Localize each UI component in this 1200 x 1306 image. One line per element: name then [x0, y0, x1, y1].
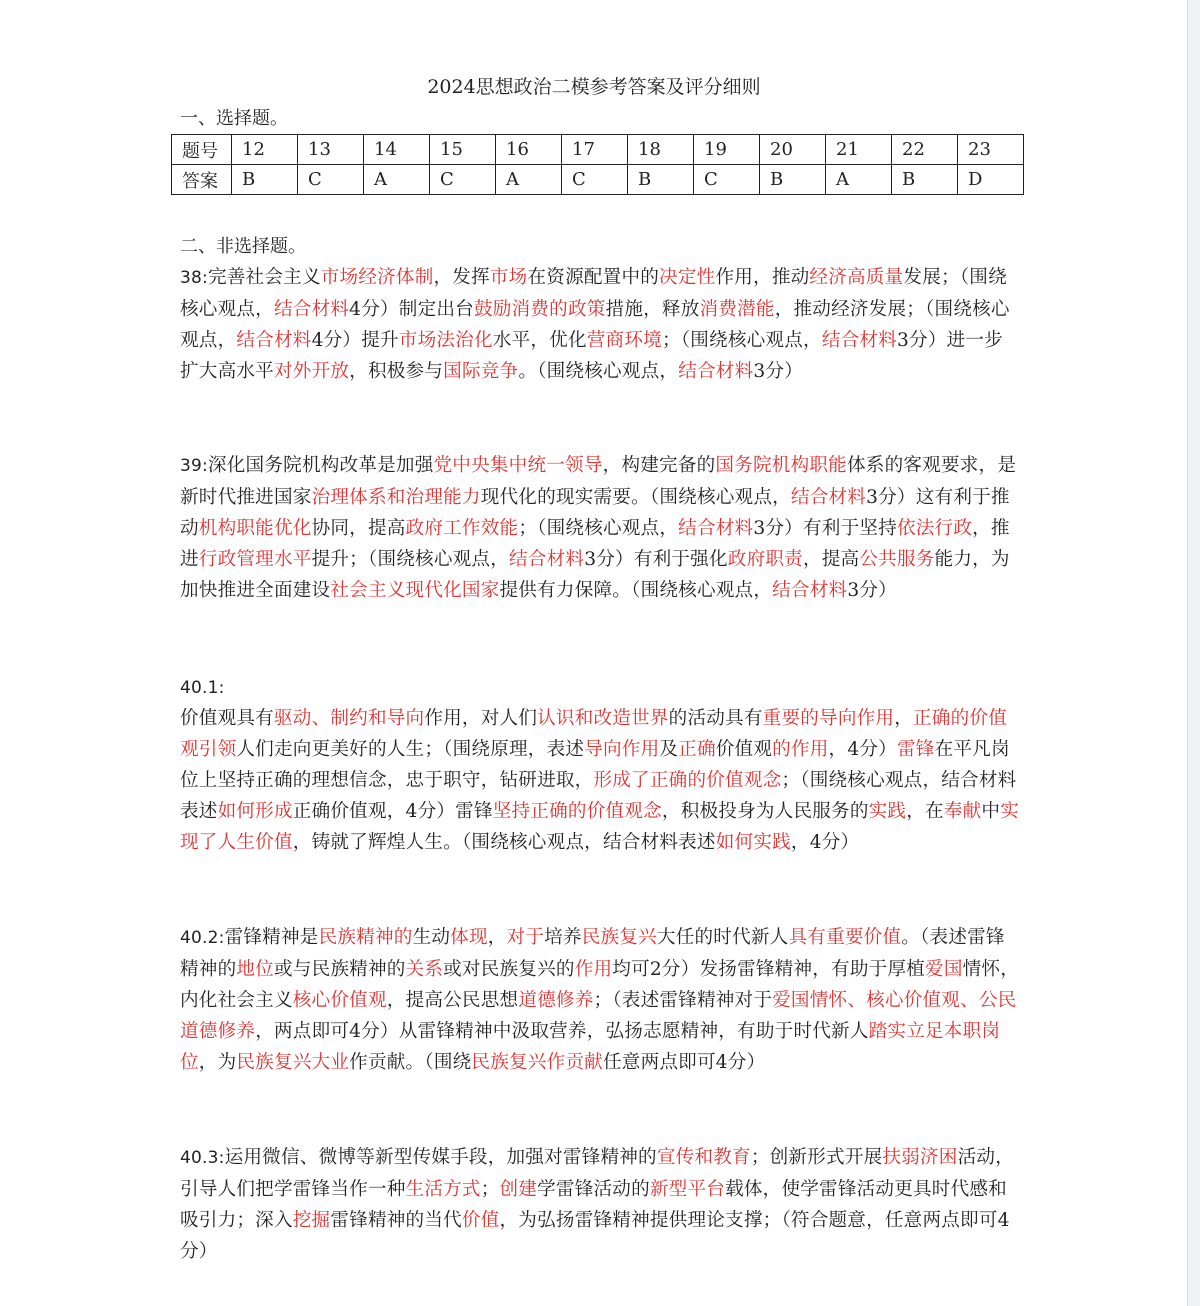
answer-paragraph-40-3 [180, 1142, 1020, 1267]
key-point: 市场经济体制 [320, 267, 434, 288]
key-point: 民族复兴 [581, 927, 657, 948]
text-segment: 现代化的现实需要。（围绕核心观点， [480, 487, 791, 508]
text-segment: ，推进 [180, 518, 1010, 570]
text-segment: 4分）制定出台 [349, 299, 474, 320]
text-segment: 完善社会主义 [207, 267, 321, 288]
key-point: 依法行政 [896, 518, 973, 539]
key-point: 鼓励消费的政策 [473, 299, 606, 320]
text-segment: ，构建完备的 [602, 455, 716, 476]
document-title: 2024思想政治二模参考答案及评分细则 [427, 76, 761, 98]
key-point: 正确的价值观引领 [180, 708, 1007, 760]
text-segment: ，为弘扬雷锋精神提供理论支撑；（符合题意，任意两点即可4分） [180, 1210, 1010, 1262]
key-point: 正确 [678, 739, 716, 760]
key-point: 宣传和教育 [656, 1147, 751, 1168]
text-segment: 价值观具有 [180, 708, 274, 729]
text-segment: ，铸就了辉煌人生。（围绕核心观点，结合材料表述 [292, 832, 716, 853]
key-point: 国际竞争 [443, 361, 519, 382]
text-segment: 3分）进一步扩大高水平 [180, 330, 1003, 382]
key-point: 作用 [574, 959, 613, 980]
key-point: 爱国情怀、核心价值观、公民道德修养 [180, 990, 1017, 1042]
text-segment: ， [487, 927, 507, 948]
text-segment: 活动，引导人们把学雷锋当作一种 [180, 1147, 1014, 1200]
text-segment: 在平凡岗位上坚持正确的理想信念，忠于职守，钻研进取， [180, 739, 1010, 791]
text-segment: ，提高公民思想 [386, 990, 519, 1011]
text-segment: 人们走向更美好的人生；（围绕原理，表述 [236, 739, 585, 760]
text-segment: 正确价值观，4分）雷锋 [292, 801, 493, 822]
text-segment: 或与民族精神的 [273, 959, 406, 980]
key-point: 生活方式 [405, 1179, 481, 1200]
key-point: 结合材料 [509, 549, 585, 570]
text-segment: 作用，对人们 [424, 708, 538, 729]
key-point: 形成了正确的价值观念 [593, 770, 782, 791]
question-number-cell: 16 [496, 135, 562, 165]
text-segment: ；（表述雷锋精神对于 [593, 990, 773, 1011]
question-label: 40.2: [180, 928, 225, 948]
key-point: 坚持正确的价值观念 [492, 801, 662, 822]
table-header-cell: 题号 [172, 135, 232, 165]
section-heading-multiple-choice: 一、选择题。 [180, 108, 288, 129]
question-label: 38: [180, 268, 208, 288]
text-segment: 情怀，内化社会主义 [180, 959, 1020, 1011]
key-point: 结合材料 [678, 518, 754, 539]
answer-paragraph-40-1 [180, 703, 1020, 858]
text-segment: ；（围绕核心观点，结合材料表述 [180, 770, 1017, 822]
text-segment: ，积极参与 [349, 361, 444, 382]
text-segment: 提供有力保障。（围绕核心观点， [499, 580, 773, 601]
text-segment: 在资源配置中的 [527, 267, 660, 288]
text-segment: ，为 [198, 1052, 237, 1073]
key-point: 道德修养 [518, 990, 594, 1011]
text-segment: ；（围绕核心观点， [661, 330, 822, 351]
key-point: 新型平台 [649, 1179, 726, 1200]
key-point: 社会主义现代化国家 [330, 580, 500, 601]
question-number-cell: 12 [232, 135, 298, 165]
key-point: 关系 [405, 959, 444, 980]
key-point: 决定性 [659, 267, 716, 288]
text-segment: 或对民族复兴的 [443, 959, 575, 980]
text-segment: 4分）提升 [311, 330, 399, 351]
text-segment: ，两点即可4分）从雷锋精神中汲取营养，弘扬志愿精神，有助于时代新人 [255, 1021, 869, 1042]
text-segment: 中 [981, 801, 1001, 822]
key-point: 公共服务 [859, 549, 935, 570]
text-segment: 任意两点即可4分） [602, 1052, 766, 1073]
key-point: 民族复兴大业 [236, 1052, 350, 1073]
text-segment: ； [480, 1179, 500, 1200]
key-point: 认识和改造世界 [537, 708, 669, 729]
key-point: 政府职责 [727, 549, 803, 570]
key-point: 结合材料 [678, 361, 754, 382]
key-point: 爱国 [925, 959, 963, 980]
answer-table [171, 134, 1024, 195]
table-row-answers [172, 165, 1024, 195]
question-number-cell: 23 [958, 135, 1024, 165]
key-point: 对于 [506, 927, 545, 948]
question-number-cell: 13 [298, 135, 364, 165]
question-number-cell: 18 [628, 135, 694, 165]
key-point: 结合材料 [772, 580, 848, 601]
key-point: 结合材料 [273, 299, 350, 320]
key-point: 驱动、制约和导向 [273, 708, 425, 729]
key-point: 消费潜能 [699, 299, 775, 320]
key-point: 地位 [236, 959, 274, 980]
text-segment: ， [894, 708, 914, 729]
question-label: 39: [180, 456, 208, 476]
text-segment: ；创新形式开展 [750, 1147, 883, 1168]
key-point: 行政管理水平 [198, 549, 312, 570]
answer-cell: B [892, 165, 958, 195]
text-segment: ，推动经济发展；（围绕核心观点， [180, 299, 1010, 351]
text-segment: 深化国务院机构改革是加强 [207, 455, 434, 476]
key-point: 挖掘 [292, 1210, 331, 1231]
text-segment: 作用，推动 [715, 267, 810, 288]
key-point: 如何形成 [217, 801, 293, 822]
text-segment: 水平，优化 [492, 330, 587, 351]
answer-cell: B [232, 165, 298, 195]
text-segment: 。（围绕核心观点， [518, 361, 679, 382]
text-segment: 3分） [847, 580, 897, 601]
text-segment: 能力，为加快推进全面建设 [180, 549, 1010, 601]
question-number-cell: 17 [562, 135, 628, 165]
section-heading-non-choice: 二、非选择题。 [180, 236, 306, 257]
text-segment: 生动 [412, 927, 451, 948]
text-segment: 3分）这有利于推动 [180, 487, 1010, 539]
key-point: 具有重要价值 [788, 927, 902, 948]
key-point: 扶弱济困 [882, 1147, 958, 1168]
text-segment: 提升；（围绕核心观点， [311, 549, 509, 570]
question-number-cell: 14 [364, 135, 430, 165]
text-segment: 雷锋精神是 [224, 927, 319, 948]
key-point: 市场 [489, 267, 528, 288]
key-point: 营商环境 [586, 330, 662, 351]
answer-cell: A [496, 165, 562, 195]
key-point: 价值 [461, 1210, 500, 1231]
key-point: 党中央集中统一领导 [433, 455, 603, 476]
key-point: 如何实践 [715, 832, 791, 853]
answer-paragraph-38 [180, 262, 1020, 387]
key-point: 对外开放 [273, 361, 350, 382]
question-number-cell: 19 [694, 135, 760, 165]
question-number-cell: 22 [892, 135, 958, 165]
text-segment: ，提高 [802, 549, 860, 570]
text-segment: 3分）有利于强化 [584, 549, 728, 570]
key-point: 市场法治化 [398, 330, 493, 351]
text-segment: 学雷锋活动的 [537, 1179, 650, 1200]
answer-cell: B [628, 165, 694, 195]
window-right-edge [1187, 0, 1200, 1306]
text-segment: ，4分） [790, 832, 860, 853]
text-segment: 价值观 [715, 739, 773, 760]
text-segment: 发展；（围绕核心观点， [180, 267, 1007, 320]
key-point: 经济高质量 [809, 267, 904, 288]
key-point: 治理体系和治理能力 [311, 487, 481, 508]
question-number-cell: 15 [430, 135, 496, 165]
key-point: 实践 [868, 801, 907, 822]
text-segment: 培养 [544, 927, 582, 948]
text-segment: 载体，使学雷锋活动更具时代感和吸引力；深入 [180, 1179, 1007, 1231]
table-row-numbers [172, 135, 1024, 165]
text-segment: ，发挥 [433, 267, 490, 288]
text-segment: ；（围绕核心观点， [518, 518, 679, 539]
key-point: 民族复兴作贡献 [471, 1052, 603, 1073]
answer-paragraph-40-1-heading [180, 672, 1020, 704]
text-segment: 。（表述雷锋精神的 [180, 927, 1005, 980]
key-point: 的作用 [772, 739, 829, 760]
text-segment: ，在 [906, 801, 944, 822]
answer-paragraph-40-2 [180, 922, 1020, 1078]
key-point: 导向作用 [584, 739, 660, 760]
text-segment: 的活动具有 [668, 708, 763, 729]
key-point: 雷锋 [896, 739, 935, 760]
answer-cell: C [694, 165, 760, 195]
key-point: 踏实立足本职岗位 [180, 1021, 1001, 1073]
key-point: 结合材料 [821, 330, 897, 351]
text-segment: 均可2分）发扬雷锋精神，有助于厚植 [612, 959, 926, 980]
text-segment: 体系的客观要求，是新时代推进国家 [180, 455, 1017, 508]
answer-cell: C [562, 165, 628, 195]
text-segment: 作贡献。（围绕 [349, 1052, 472, 1073]
question-number-cell: 20 [760, 135, 826, 165]
question-number-cell: 21 [826, 135, 892, 165]
text-segment: 协同，提高 [311, 518, 406, 539]
text-segment: 措施，释放 [605, 299, 700, 320]
answer-paragraph-39 [180, 450, 1020, 606]
question-label: 40.1: [180, 678, 225, 698]
text-segment: 大任的时代新人 [656, 927, 789, 948]
answer-cell: D [958, 165, 1024, 195]
key-point: 奉献 [943, 801, 982, 822]
key-point: 核心价值观 [292, 990, 387, 1011]
question-label: 40.3: [180, 1148, 225, 1168]
text-segment: ，积极投身为人民服务的 [661, 801, 869, 822]
key-point: 重要的导向作用 [762, 708, 895, 729]
text-segment: 3分） [753, 361, 804, 382]
answer-cell: A [364, 165, 430, 195]
text-segment: 运用微信、微博等新型传媒手段，加强对雷锋精神的 [224, 1147, 657, 1168]
key-point: 政府工作效能 [405, 518, 519, 539]
key-point: 体现 [450, 927, 488, 948]
text-segment: 雷锋精神的当代 [330, 1210, 462, 1231]
answer-cell: B [760, 165, 826, 195]
key-point: 结合材料 [236, 330, 312, 351]
text-segment: 3分）有利于坚持 [753, 518, 897, 539]
key-point: 结合材料 [790, 487, 867, 508]
answer-cell: C [430, 165, 496, 195]
key-point: 创建 [499, 1179, 538, 1200]
key-point: 民族精神的 [318, 927, 413, 948]
text-segment: 及 [659, 739, 679, 760]
key-point: 国务院机构职能 [715, 455, 847, 476]
text-segment: ，4分） [828, 739, 897, 760]
key-point: 机构职能优化 [198, 518, 312, 539]
key-point: 实现了人生价值 [180, 801, 1020, 853]
answer-cell: A [826, 165, 892, 195]
table-header-cell: 答案 [172, 165, 232, 195]
answer-cell: C [298, 165, 364, 195]
